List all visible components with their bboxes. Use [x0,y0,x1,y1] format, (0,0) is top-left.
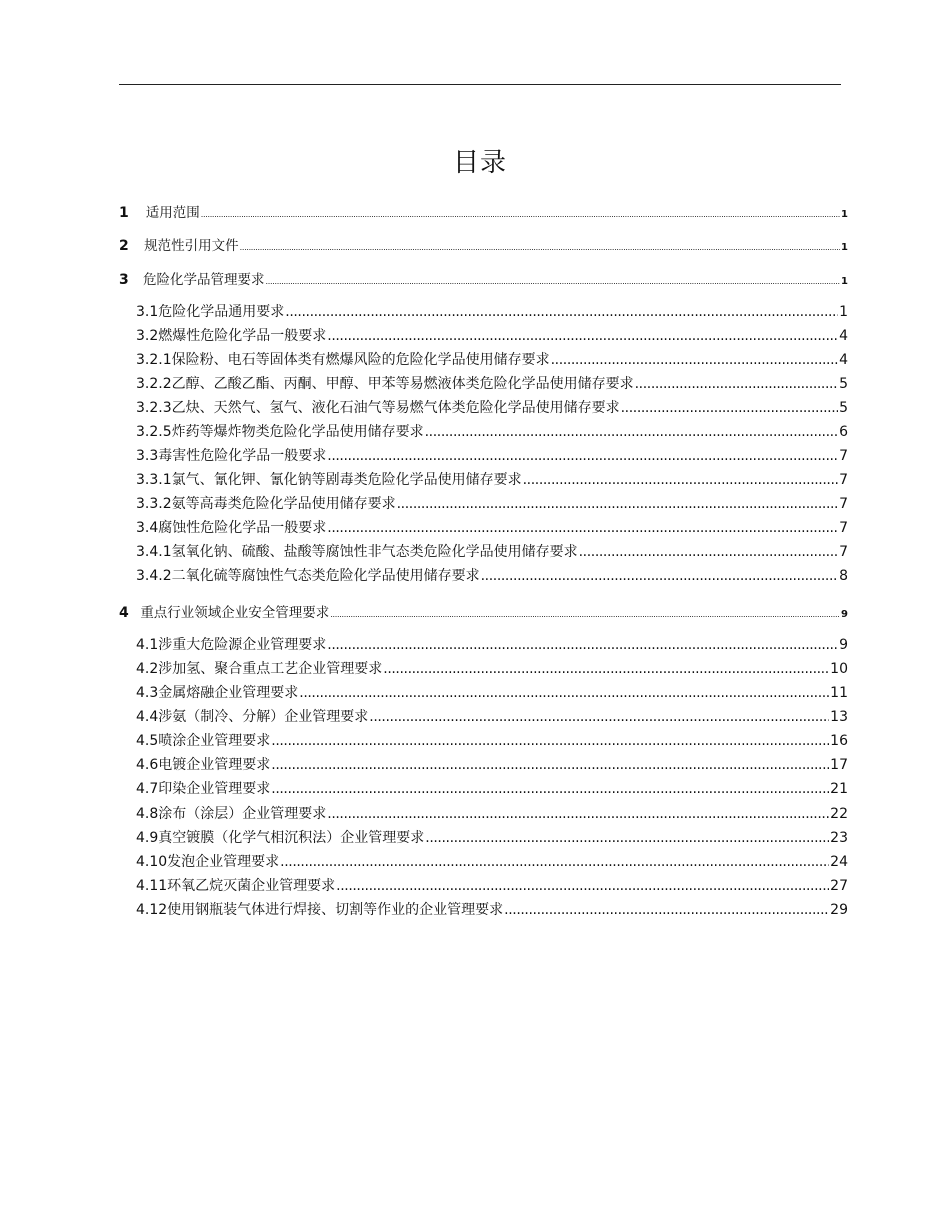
toc-entry-page: 22 [830,806,848,822]
toc-entry-title: 毒害性危险化学品一般要求 [158,448,327,464]
toc-leader [481,568,838,584]
toc-entry-number: 4.11 [136,878,168,894]
toc-entry-page: 6 [839,424,848,440]
toc-entry[interactable] [136,706,848,726]
toc-entry[interactable] [136,754,848,774]
toc-entry-title: 发泡企业管理要求 [167,854,280,870]
toc-entry-title: 涉重大危险源企业管理要求 [158,637,327,653]
toc-entry-title: 燃爆性危险化学品一般要求 [158,328,327,344]
toc-entry[interactable] [136,445,848,465]
toc-leader [425,830,829,846]
toc-entry-title: 二氧化硫等腐蚀性气态类危险化学品使用储存要求 [171,568,480,584]
toc-entry-page: 1 [839,304,848,320]
toc-leader [201,210,840,219]
toc-entry-number: 4.2 [136,661,159,677]
toc-entry[interactable] [136,851,848,871]
toc-entry-number: 4.7 [136,781,159,797]
toc-entry-title: 氨等高毒类危险化学品使用储存要求 [171,496,396,512]
toc-entry-page: 7 [839,472,848,488]
toc-entry[interactable] [119,601,848,621]
toc-entry-number: 3.4.2 [136,568,172,584]
toc-entry-page: 8 [839,568,848,584]
toc-entry[interactable] [119,201,848,221]
toc-leader [240,243,840,252]
toc-entry-title: 规范性引用文件 [144,238,239,254]
toc-entry-title: 氢氧化钠、硫酸、盐酸等腐蚀性非气态类危险化学品使用储存要求 [171,544,578,560]
toc-entry-number: 4.10 [136,854,168,870]
toc-entry[interactable] [136,899,848,919]
toc-entry-title: 乙醇、乙酸乙酯、丙酮、甲醇、甲苯等易燃液体类危险化学品使用储存要求 [171,376,634,392]
toc-entry[interactable] [136,875,848,895]
toc-entry-title: 腐蚀性危险化学品一般要求 [158,520,327,536]
toc-leader [280,854,829,870]
toc-entry[interactable] [136,349,848,369]
toc-entry[interactable] [136,421,848,441]
toc-entry-title: 危险化学品通用要求 [158,304,285,320]
toc-leader [523,472,838,488]
toc-entry[interactable] [136,778,848,798]
toc-leader [504,902,829,918]
toc-entry[interactable] [136,541,848,561]
toc-entry-title: 真空镀膜（化学气相沉积法）企业管理要求 [158,830,425,846]
toc-entry[interactable] [136,325,848,345]
toc-leader [327,328,838,344]
toc-entry-page: 10 [830,661,848,677]
toc-entry-number: 3.2.2 [136,376,172,392]
toc-entry-number: 4.3 [136,685,159,701]
toc-entry[interactable] [136,827,848,847]
toc-entry[interactable] [136,301,848,321]
toc-entry-page: 27 [830,878,848,894]
toc-entry-page: 7 [839,448,848,464]
toc-leader [327,448,838,464]
toc-entry-title: 乙炔、天然气、氢气、液化石油气等易燃气体类危险化学品使用储存要求 [171,400,620,416]
toc-entry-page: 7 [839,496,848,512]
toc-entry-title: 涉氨（制冷、分解）企业管理要求 [158,709,369,725]
toc-entry[interactable] [136,565,848,585]
toc-entry[interactable] [136,373,848,393]
toc-entry-page: 21 [830,781,848,797]
toc-entry-page: 5 [839,400,848,416]
toc-entry-number: 3.2.1 [136,352,172,368]
toc-leader [425,424,838,440]
toc-entry-number: 3.1 [136,304,159,320]
toc-entry-title: 印染企业管理要求 [158,781,271,797]
toc-entry-number: 3.3.2 [136,496,172,512]
toc-entry[interactable] [136,634,848,654]
toc-entry-page: 11 [830,685,848,701]
toc-entry-page: 17 [830,757,848,773]
toc-leader [299,685,829,701]
toc-entry[interactable] [136,493,848,513]
toc-entry-title: 涂布（涂层）企业管理要求 [158,806,327,822]
toc-leader [621,400,838,416]
toc-entry-title: 炸药等爆炸物类危险化学品使用储存要求 [171,424,424,440]
toc-entry-number: 3.2.3 [136,400,172,416]
toc-leader [271,781,829,797]
toc-entry-page: 1 [841,276,848,287]
toc-leader [327,637,838,653]
toc-entry-title: 保险粉、电石等固体类有燃爆风险的危险化学品使用储存要求 [171,352,550,368]
toc-entry-page: 13 [830,709,848,725]
toc-entry-title: 重点行业领域企业安全管理要求 [140,605,330,621]
toc-entry-page: 24 [830,854,848,870]
toc-entry-title: 适用范围 [145,205,200,221]
toc-entry-number: 4.12 [136,902,168,918]
toc-leader [266,277,841,286]
toc-leader [336,878,829,894]
toc-entry-page: 29 [830,902,848,918]
toc-entry-number: 4.4 [136,709,159,725]
toc-entry[interactable] [136,803,848,823]
toc-entry-title: 危险化学品管理要求 [143,272,265,288]
toc-leader [327,520,838,536]
toc-entry-number: 4.6 [136,757,159,773]
toc-entry-number: 3.2 [136,328,159,344]
toc-leader [635,376,838,392]
toc-entry-title: 氯气、氰化钾、氰化钠等剧毒类危险化学品使用储存要求 [171,472,522,488]
toc-entry-number: 3.4 [136,520,159,536]
toc-entry-number: 3.3 [136,448,159,464]
toc-entry-page: 9 [839,637,848,653]
toc-entry[interactable] [136,682,848,702]
toc-entry-number: 4.8 [136,806,159,822]
toc-entry-page: 23 [830,830,848,846]
toc-entry-number: 4 [119,605,129,621]
page-title: 目录 [452,148,507,178]
toc-entry-number: 4.9 [136,830,159,846]
toc-entry[interactable] [136,730,848,750]
toc-entry-number: 3.4.1 [136,544,172,560]
toc-leader [397,496,838,512]
toc-entry-title: 使用钢瓶装气体进行焊接、切割等作业的企业管理要求 [167,902,504,918]
toc-entry-number: 3.2.5 [136,424,172,440]
toc-leader [579,544,838,560]
toc-entry-title: 金属熔融企业管理要求 [158,685,299,701]
toc-leader [330,610,840,619]
toc-entry-number: 2 [119,238,129,254]
toc-entry-page: 16 [830,733,848,749]
toc-leader [551,352,838,368]
toc-entry-number: 4.5 [136,733,159,749]
toc-entry[interactable] [136,658,848,678]
toc-entry[interactable] [136,469,848,489]
toc-entry-number: 1 [119,205,129,221]
toc-leader [271,757,829,773]
toc-entry[interactable] [136,517,848,537]
toc-entry-title: 电镀企业管理要求 [158,757,271,773]
toc-entry-title: 涉加氢、聚合重点工艺企业管理要求 [158,661,383,677]
toc-entry[interactable] [119,268,848,288]
toc-entry-page: 4 [839,352,848,368]
toc-entry-page: 7 [839,544,848,560]
toc-entry-page: 5 [839,376,848,392]
toc-entry[interactable] [119,234,848,254]
toc-entry-page: 1 [841,209,848,220]
toc-leader [327,806,829,822]
toc-entry-title: 环氧乙烷灭菌企业管理要求 [167,878,336,894]
toc-entry-number: 4.1 [136,637,159,653]
toc-entry[interactable] [136,397,848,417]
toc-entry-page: 7 [839,520,848,536]
toc-leader [383,661,829,677]
toc-entry-page: 4 [839,328,848,344]
toc-leader [271,733,829,749]
toc-leader [285,304,838,320]
toc-entry-page: 1 [841,242,848,253]
toc-leader [369,709,829,725]
toc-entry-page: 9 [841,609,848,620]
toc-entry-number: 3.3.1 [136,472,172,488]
toc-entry-title: 喷涂企业管理要求 [158,733,271,749]
toc-entry-number: 3 [119,272,129,288]
